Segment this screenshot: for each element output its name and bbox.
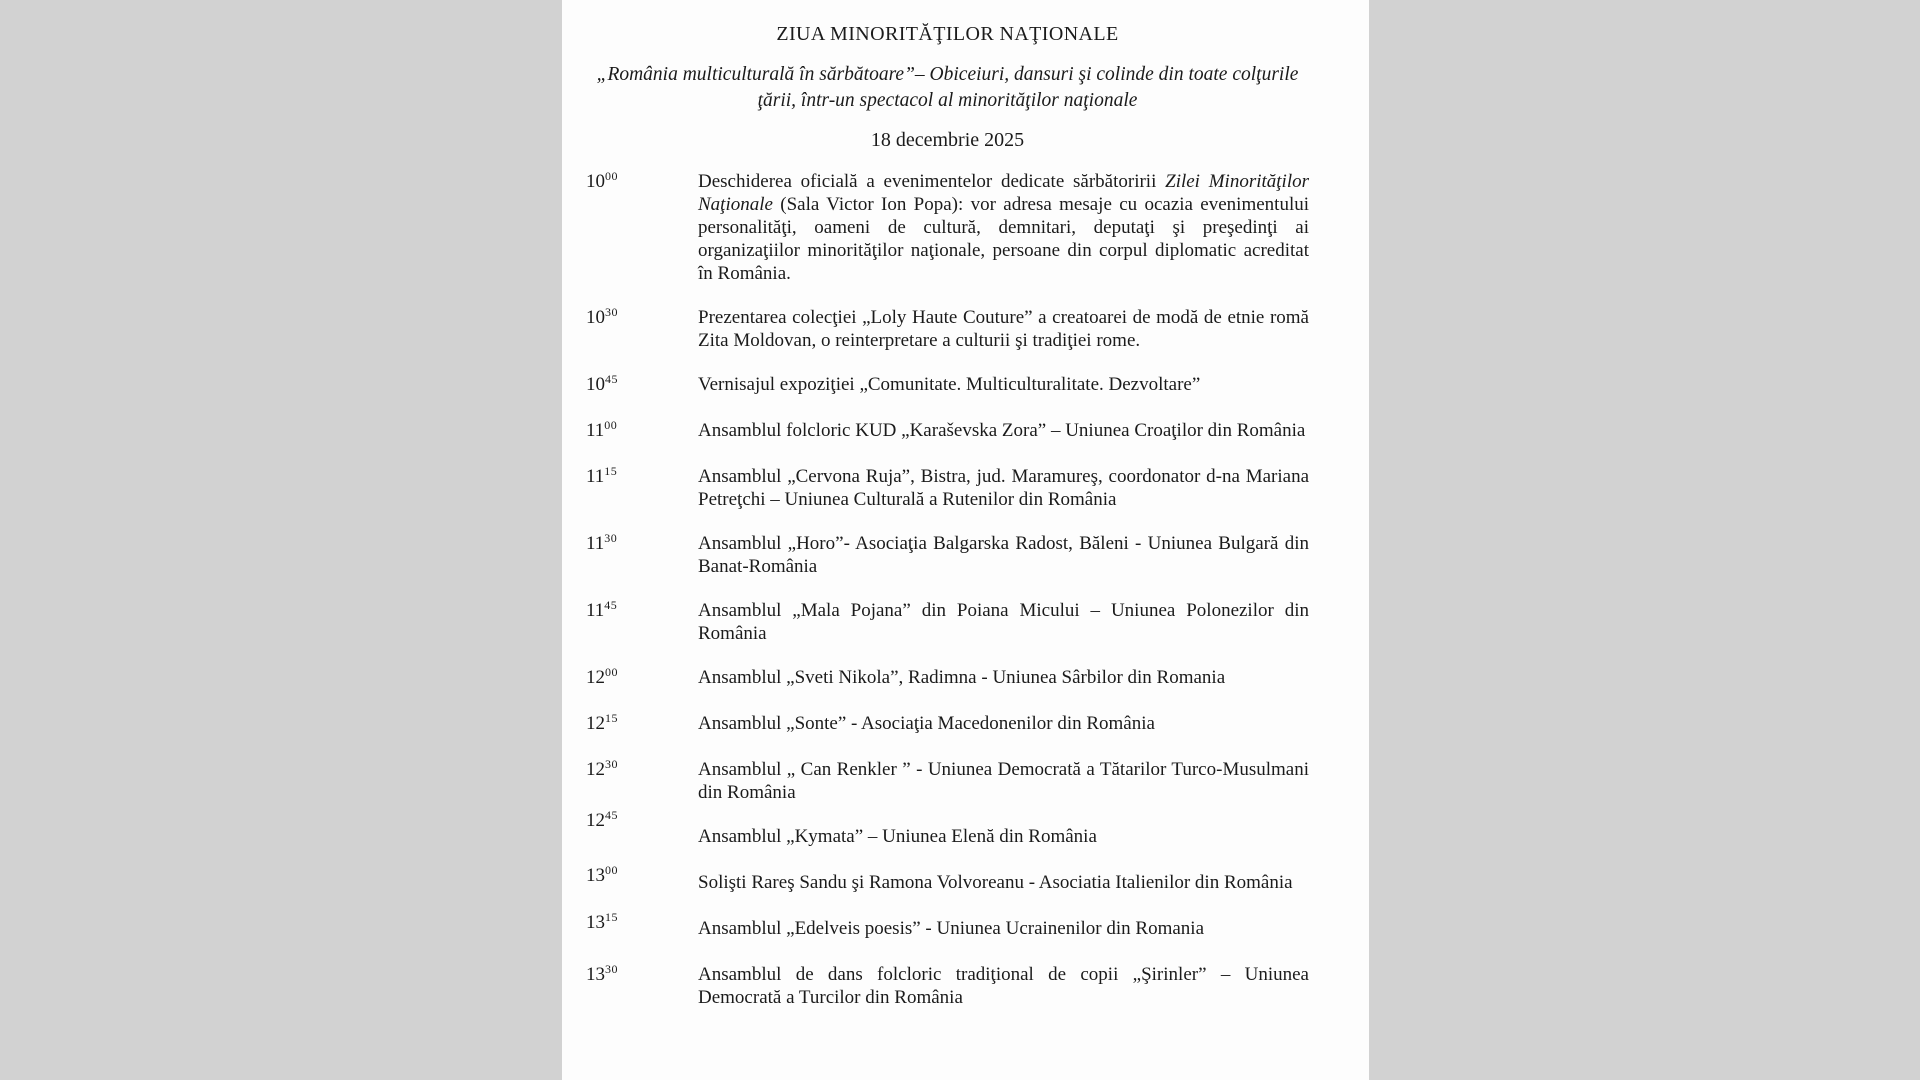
entry-description: [698, 170, 1309, 285]
entry-text-segment: Ansamblul „Edelveis poesis” - Uniunea Ucrainenilor din Romania: [698, 918, 1205, 939]
entry-description: [698, 963, 1309, 1009]
entry-hour: 13: [586, 865, 605, 886]
entry-time: [586, 758, 698, 783]
schedule-entry: [586, 808, 1309, 850]
document-title: ZIUA MINORITĂŢILOR NAŢIONALE: [776, 23, 1119, 45]
entry-hour: 11: [586, 600, 605, 621]
entry-text-segment: Solişti Rareş Sandu şi Ramona Volvoreanu - Asociatia Italienilor din România: [698, 872, 1293, 893]
schedule-list: [586, 170, 1309, 1009]
entry-minutes: 45: [604, 598, 618, 612]
entry-minutes: 00: [605, 665, 618, 679]
entry-hour: 13: [586, 912, 605, 933]
entry-minutes: 30: [605, 962, 618, 976]
schedule-entry: [586, 170, 1309, 285]
schedule-entry: [586, 910, 1309, 942]
entry-text-segment: (Sala Victor Ion Popa): vor adresa mesaje cu ocazia evenimentului personalităţi, oameni de cultură, demnitari, deputaţi şi preşedinţi ai organizaţiilor minorităţilor naţionale, persoane din corpul diplomatic acreditat în România.: [698, 194, 1309, 284]
entry-hour: 11: [586, 420, 605, 441]
entry-hour: 13: [586, 964, 605, 985]
entry-hour: 12: [586, 810, 605, 831]
entry-time: [586, 963, 698, 988]
schedule-entry: [586, 306, 1309, 352]
schedule-entry: [586, 863, 1309, 896]
entry-time: [586, 666, 698, 691]
entry-description: [698, 599, 1309, 645]
entry-hour: 10: [586, 374, 605, 395]
entry-text-segment: Ansamblul de dans folcloric tradiţional de copii „Şirinler” – Uniunea Democrată a Turcilor din România: [698, 964, 1309, 1008]
entry-text-segment: Ansamblul „Mala Pojana” din Poiana Micului – Uniunea Polonezilor din România: [698, 600, 1309, 644]
schedule-entry: [586, 963, 1309, 1009]
document-page: [562, 0, 1369, 1080]
entry-description: [698, 419, 1309, 442]
entry-text-segment: Ansamblul „Horo”- Asociaţia Balgarska Radost, Băleni - Uniunea Bulgară din Banat-România: [698, 533, 1309, 577]
schedule-entry: [586, 666, 1309, 691]
entry-time: [586, 911, 698, 936]
schedule-entry: [586, 419, 1309, 444]
schedule-entry: [586, 373, 1309, 398]
entry-minutes: 00: [604, 418, 618, 432]
schedule-entry: [586, 465, 1309, 511]
schedule-entry: [586, 758, 1309, 804]
schedule-entry: [586, 532, 1309, 578]
entry-time: [586, 170, 698, 195]
entry-time: [586, 809, 698, 834]
entry-text-segment: Ansamblul folcloric KUD „Karaševska Zora” – Uniunea Croaţilor din România: [698, 420, 1306, 441]
entry-text-segment: Ansamblul „Sveti Nikola”, Radimna - Uniunea Sârbilor din Romania: [698, 667, 1226, 688]
entry-hour: 12: [586, 759, 605, 780]
entry-minutes: 45: [605, 372, 618, 386]
document-subtitle: „România multiculturală în sărbătoare”– Obiceiuri, dansuri şi colinde din toate colţurile ţării, într-un spectacol al minorităţilor naţionale: [596, 64, 1299, 111]
schedule-entry: [586, 712, 1309, 737]
entry-description: [698, 465, 1309, 511]
entry-description: [698, 306, 1309, 352]
entry-hour: 11: [586, 466, 605, 487]
entry-minutes: 15: [605, 711, 618, 725]
entry-text-segment: Vernisajul expoziţiei „Comunitate. Multiculturalitate. Dezvoltare”: [698, 374, 1201, 395]
entry-time: [586, 712, 698, 737]
entry-hour: 10: [586, 307, 605, 328]
entry-description: [698, 373, 1309, 396]
entry-hour: 12: [586, 713, 605, 734]
entry-description: [698, 712, 1309, 735]
entry-description: [698, 825, 1309, 848]
entry-description: [698, 532, 1309, 578]
entry-minutes: 30: [605, 757, 618, 771]
entry-minutes: 30: [604, 531, 618, 545]
entry-description: [698, 758, 1309, 804]
entry-text-segment: Prezentarea colecţiei „Loly Haute Couture” a creatoarei de modă de etnie romă Zita Moldovan, o reinterpretare a culturii şi tradiţiei rome.: [698, 307, 1309, 351]
entry-time: [586, 465, 698, 490]
entry-text-segment: Ansamblul „ Can Renkler ” - Uniunea Democrată a Tătarilor Turco-Musulmani din România: [698, 759, 1309, 803]
entry-minutes: 00: [605, 863, 618, 877]
entry-text-segment: Ansamblul „Sonte” - Asociaţia Macedonenilor din România: [698, 713, 1155, 734]
entry-description: [698, 917, 1309, 940]
entry-time: [586, 306, 698, 331]
entry-text-segment: Ansamblul „Cervona Ruja”, Bistra, jud. Maramureş, coordonator d-na Mariana Petreţchi – Uniunea Culturală a Rutenilor din România: [698, 466, 1309, 510]
entry-hour: 11: [586, 533, 605, 554]
entry-time: [586, 599, 698, 624]
schedule-entry: [586, 599, 1309, 645]
entry-time: [586, 864, 698, 889]
entry-hour: 12: [586, 667, 605, 688]
entry-minutes: 15: [605, 910, 618, 924]
entry-description: [698, 871, 1309, 894]
entry-time: [586, 373, 698, 398]
entry-minutes: 15: [604, 464, 618, 478]
entry-time: [586, 419, 698, 444]
entry-text-segment: Deschiderea oficială a evenimentelor dedicate sărbătoririi: [698, 171, 1166, 192]
event-date: 18 decembrie 2025: [870, 129, 1025, 151]
entry-minutes: 00: [605, 169, 618, 183]
entry-hour: 10: [586, 171, 605, 192]
entry-description: [698, 666, 1309, 689]
entry-text-italic-segment: Zilei Minorităţilor Naţionale: [698, 171, 1310, 215]
entry-text-segment: Ansamblul „Kymata” – Uniunea Elenă din România: [698, 826, 1097, 847]
entry-time: [586, 532, 698, 557]
entry-minutes: 30: [605, 305, 618, 319]
entry-minutes: 45: [605, 808, 618, 822]
